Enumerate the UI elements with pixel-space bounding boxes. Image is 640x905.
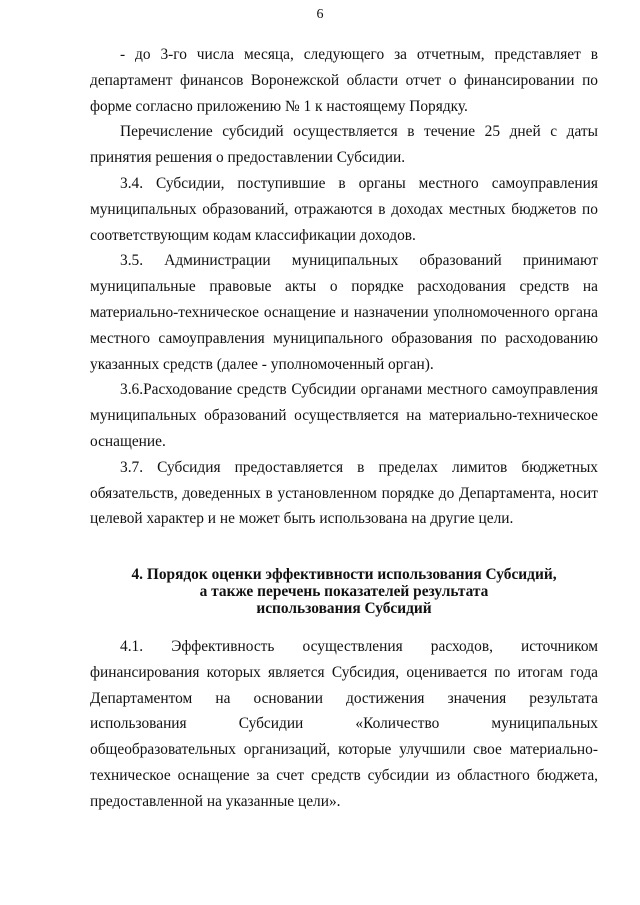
paragraph-report-deadline: - до 3-го числа месяца, следующего за отчетным, представляет в департамент финансов Воронежской области отчет о финансировании по форме согласно приложению № 1 к настоящему Порядку. [90, 46, 598, 115]
paragraph-transfer-term: Перечисление субсидий осуществляется в течение 25 дней с даты принятия решения о предоставлении Субсидии. [90, 123, 598, 167]
paragraph-3-7: 3.7. Субсидия предоставляется в пределах лимитов бюджетных обязательств, доведенных в установленном порядке до Департамента, носит целевой характер и не может быть использована на другие цели. [90, 458, 598, 528]
paragraph-3-6: 3.6.Расходование средств Субсидии органами местного самоуправления муниципальных образований осуществляется на материально-техническое оснащение. [90, 381, 598, 450]
paragraph-3-4: 3.4. Субсидии, поступившие в органы местного самоуправления муниципальных образований, отражаются в доходах местных бюджетов по соответствующим кодам классификации доходов. [90, 174, 598, 244]
paragraph-3-5: 3.5. Администрации муниципальных образований принимают муниципальные правовые акты о порядке расходования средств на материально-техническое оснащение и назначении уполномоченного органа местного самоуправления муниципального образования по расходованию указанных средств (далее - уполномоченный орган). [90, 252, 598, 373]
section-3-body [90, 42, 598, 532]
section-4-heading-line: использования Субсидий [256, 600, 432, 617]
section-4-heading [90, 566, 598, 617]
section-4-body [90, 634, 598, 815]
section-4-heading-line: а также перечень показателей результата [199, 583, 489, 600]
section-4-heading-line: 4. Порядок оценки эффективности использования Субсидий, [131, 566, 557, 583]
page-number: 6 [316, 7, 324, 22]
paragraph-4-1: 4.1. Эффективность осуществления расходов, источником финансирования которых является Субсидия, оценивается по итогам года Департаментом на основании достижения значения результата использования Субсидии «Количество муниципальных общеобразовательных организаций, которые улучшили свое материально-техническое оснащение за счет средств субсидии из областного бюджета, предоставленной на указанные цели». [90, 638, 598, 810]
